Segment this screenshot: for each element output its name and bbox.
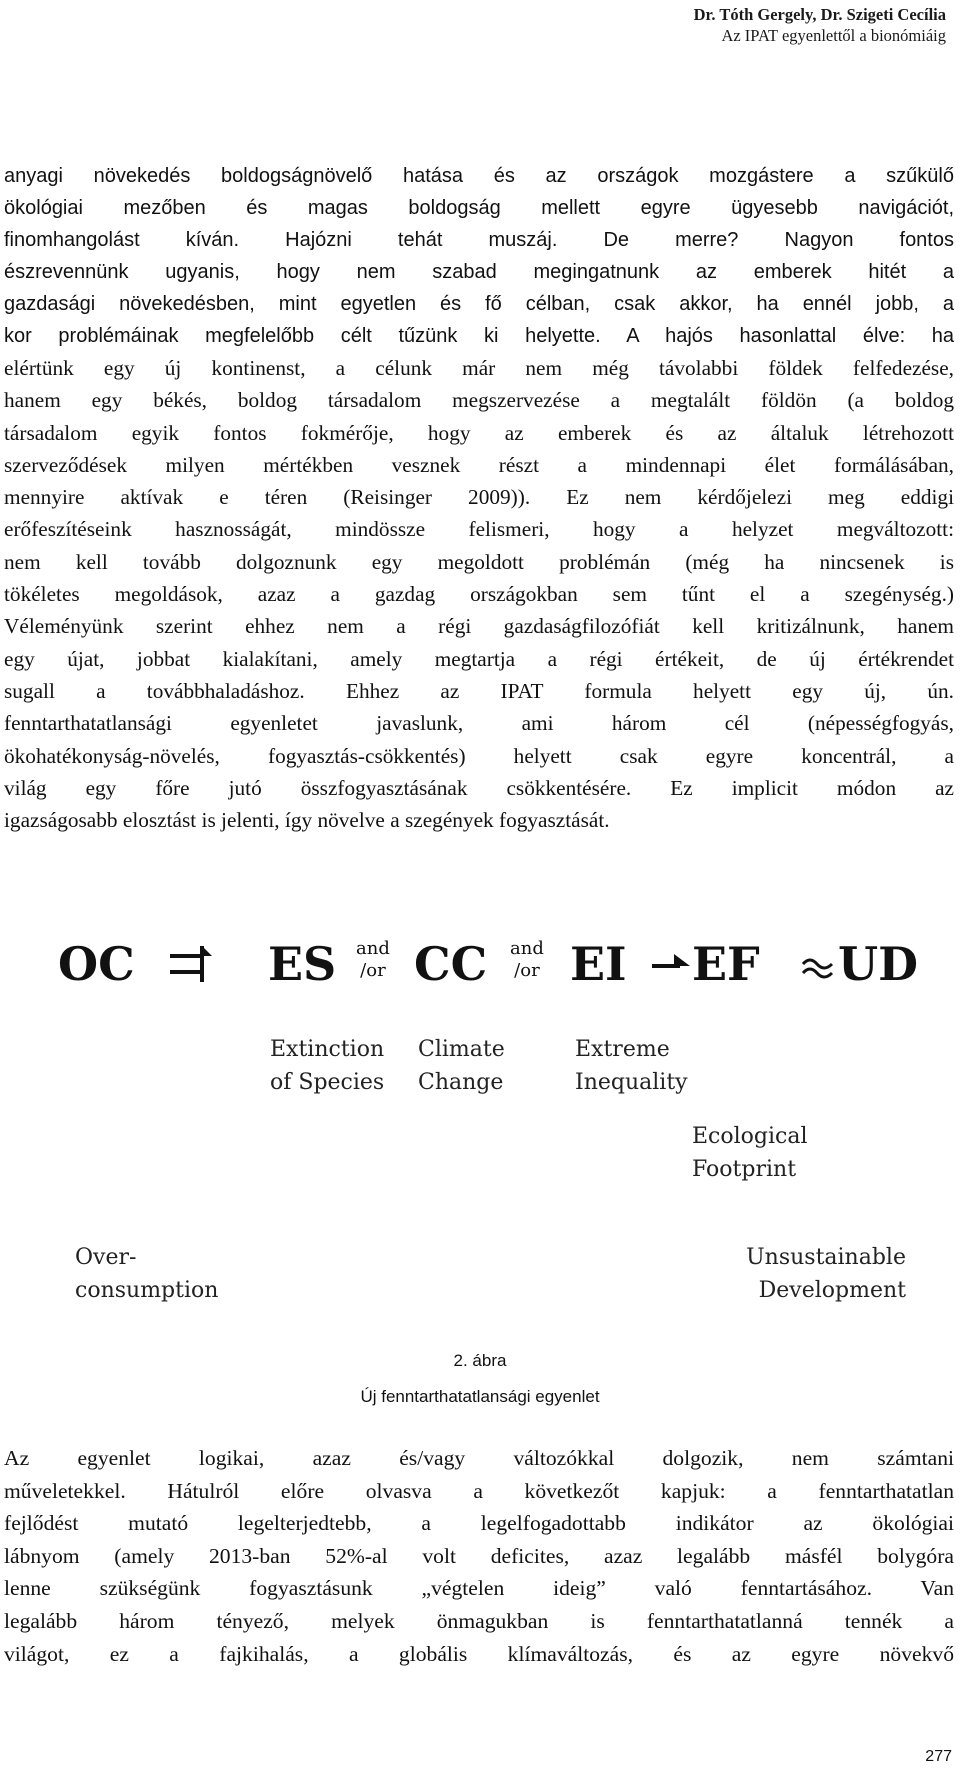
text-line: társadalom egyik fontos fokmérője, hogy az emberek és az általuk létrehozott — [4, 420, 954, 445]
running-header — [694, 4, 946, 46]
text-line: világot, ez a fajkihalás, a globális klímaváltozás, és az egyre növekvő — [4, 1641, 954, 1666]
text-line: egy újat, jobbat kialakítani, amely megtartja a régi értékeit, de új értékrendet — [4, 646, 954, 671]
text-line: kor problémáinak megfelelőbb célt tűzünk ki helyette. A hajós hasonlattal élve: ha — [4, 325, 954, 347]
text-line: sugall a továbbhaladáshoz. Ehhez az IPAT formula helyett egy új, ún. — [4, 678, 954, 703]
es-label: Extinction of Species — [270, 1037, 385, 1095]
text-line: tökéletes megoldások, azaz a gazdag országokban sem tűnt el a szegénység.) — [4, 582, 954, 607]
page-number: 277 — [925, 1748, 952, 1765]
text-line: fejlődést mutató legelterjedtebb, a legelfogadottabb indikátor az ökológiai — [4, 1511, 954, 1536]
or-text: /or — [514, 960, 540, 981]
and-text: and — [510, 938, 544, 959]
text-line: ökohatékonyság-növelés, fogyasztás-csökkentés) helyett csak egyre koncentrál, a — [4, 743, 954, 768]
figure-caption: Új fenntarthatatlansági egyenlet — [360, 1387, 600, 1406]
text-line: finomhangolást kíván. Hajózni tehát muszáj. De merre? Nagyon fontos — [4, 229, 954, 251]
text-line: Véleményünk szerint ehhez nem a régi gazdaságfilozófiát kell kritizálnunk, hanem — [4, 614, 954, 639]
text-line: lenne szükségünk fogyasztásunk „végtelen ideig” való fenntartásához. Van — [4, 1576, 954, 1601]
text-line: elértünk egy új kontinenst, a célunk már nem még távolabbi földek felfedezése, — [4, 356, 954, 380]
cc-term: CC — [414, 937, 488, 991]
ef-term: EF — [692, 937, 760, 991]
and-or-connector-2 — [510, 938, 544, 982]
text-line: igazságosabb elosztást is jelenti, így növelve a szegények fogyasztását. — [4, 808, 610, 833]
or-text: /or — [360, 960, 386, 981]
text-line: Az egyenlet logikai, azaz és/vagy változókkal dolgozik, nem számtani — [4, 1446, 954, 1470]
approx-icon — [800, 938, 836, 990]
right-arrow-icon — [650, 938, 692, 990]
text-line: anyagi növekedés boldogságnövelő hatása és az országok mozgástere a szűkülő — [4, 165, 954, 187]
paragraph-1 — [4, 160, 954, 836]
text-line: fenntarthatatlansági egyenletet javaslunk, ami három cél (népességfogyás, — [4, 711, 954, 736]
ei-term: EI — [570, 937, 627, 991]
text-line: szerveződések milyen mértékben vesznek részt a mindennapi élet formálásában, — [4, 452, 954, 477]
text-line: erőfeszítéseink hasznosságát, mindössze felismeri, hogy a helyzet megváltozott: — [4, 517, 954, 542]
figure-number: 2. ábra — [453, 1351, 507, 1370]
text-line: gazdasági növekedésben, mint egyetlen és fő célban, csak akkor, ha ennél jobb, a — [4, 293, 954, 315]
and-or-connector-1 — [356, 938, 390, 982]
ud-term: UD — [838, 937, 919, 991]
equation-figure — [0, 928, 960, 1328]
ud-label: Unsustainable Development — [746, 1245, 906, 1303]
text-line: ökológiai mezőben és magas boldogság mellett egyre ügyesebb navigációt, — [4, 197, 954, 219]
text-line: lábnyom (amely 2013-ban 52%-al volt deficites, azaz legalább másfél bolygóra — [4, 1543, 954, 1568]
text-line: műveletekkel. Hátulról előre olvasva a következőt kapjuk: a fenntarthatatlan — [4, 1478, 954, 1503]
header-title: Az IPAT egyenlettől a bionómiáig — [721, 26, 946, 45]
double-implication-arrow-icon — [168, 938, 212, 990]
text-line: legalább három tényező, melyek önmagukban is fenntarthatatlanná tennék a — [4, 1608, 954, 1633]
es-term: ES — [268, 937, 337, 991]
text-line: észrevennünk ugyanis, hogy nem szabad megingatnunk az emberek hitét a — [4, 261, 954, 283]
ef-label: Ecological Footprint — [692, 1124, 808, 1182]
and-text: and — [356, 938, 390, 959]
ei-label: Extreme Inequality — [575, 1037, 688, 1095]
text-line: világ egy főre jutó összfogyasztásának csökkentésére. Ez implicit módon az — [4, 775, 954, 800]
header-authors: Dr. Tóth Gergely, Dr. Szigeti Cecília — [693, 5, 946, 24]
oc-label: Over- consumption — [75, 1245, 219, 1303]
text-line: hanem egy békés, boldog társadalom megszervezése a megtalált földön (a boldog — [4, 388, 954, 413]
paragraph-2 — [4, 1442, 954, 1670]
cc-label: Climate Change — [418, 1037, 505, 1095]
text-line: nem kell tovább dolgoznunk egy megoldott problémán (még ha nincsenek is — [4, 549, 954, 574]
text-line: mennyire aktívak e téren (Reisinger 2009)). Ez nem kérdőjelezi meg eddigi — [4, 485, 954, 510]
oc-term: OC — [58, 937, 135, 991]
